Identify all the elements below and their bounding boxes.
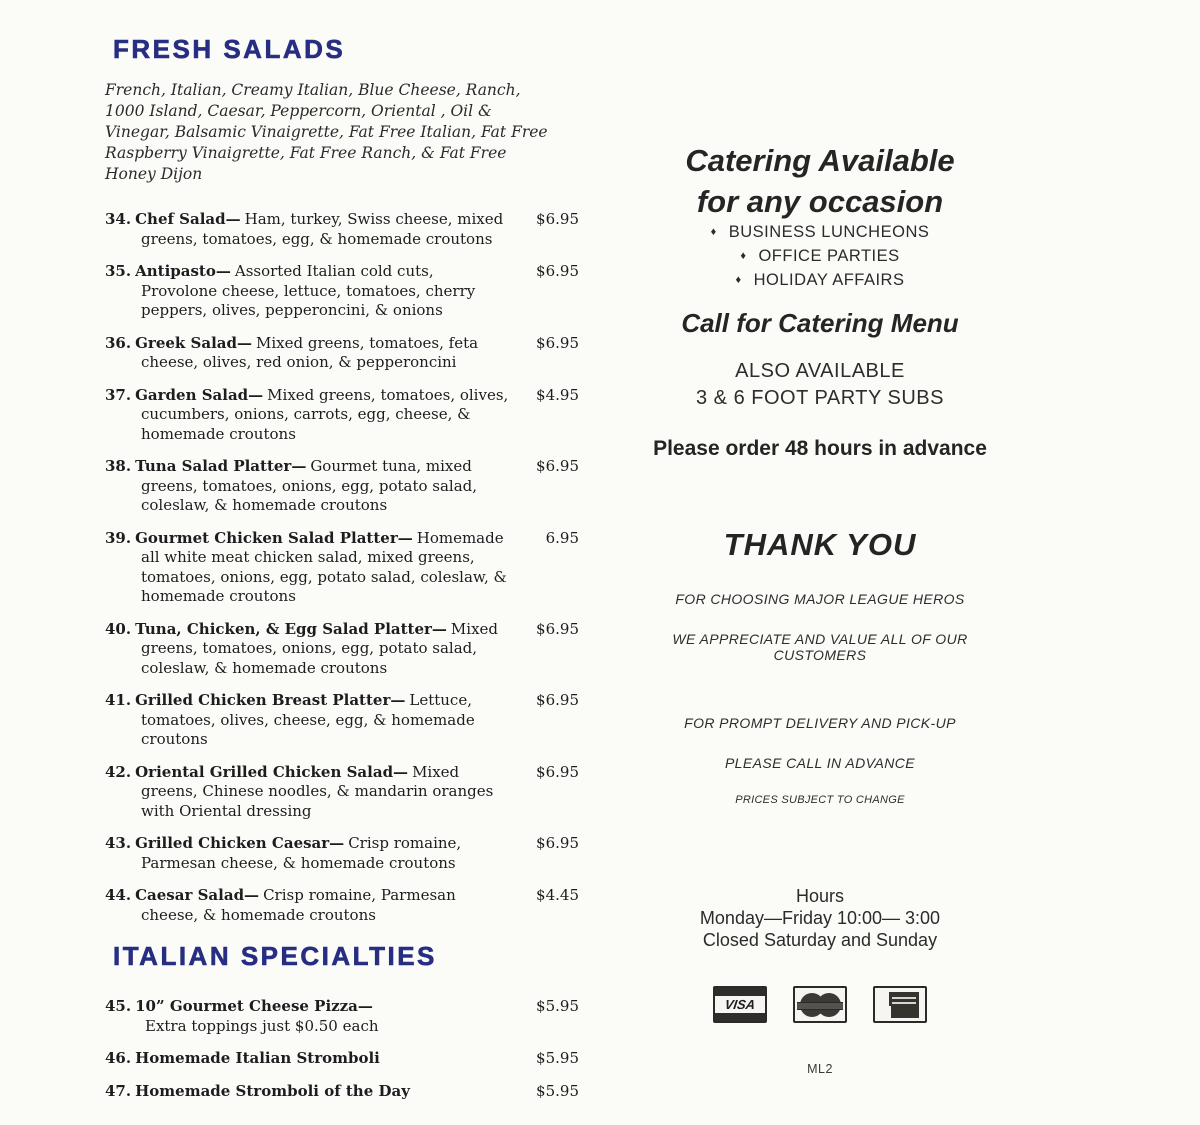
item-name: Homemade Stromboli of the Day [135, 1081, 410, 1100]
item-name: Antipasto— [135, 262, 231, 280]
catering-bullet-item [640, 268, 1000, 292]
catering-bullet-item [640, 244, 1000, 268]
item-name: Grilled Chicken Breast Platter— [135, 691, 406, 709]
item-price: $6.95 [536, 691, 579, 709]
item-number: 42. [105, 762, 132, 781]
menu-item-text [105, 1082, 511, 1102]
menu-item-text [105, 1049, 511, 1069]
item-description: Mixed greens, Chinese noodles, & mandarin oranges with Oriental dressing [141, 762, 494, 820]
item-price: $4.95 [536, 385, 579, 404]
amex-block [889, 992, 919, 1018]
item-number: 35. [105, 262, 132, 280]
item-name: Tuna Salad Platter— [135, 457, 307, 475]
mastercard-icon [793, 986, 847, 1023]
menu-item [105, 1082, 579, 1102]
menu-item [105, 386, 579, 445]
item-description: Gourmet tuna, mixed greens, tomatoes, onions, egg, potato salad, coleslaw, & homemade croutons [141, 457, 478, 514]
item-price: $4.45 [536, 886, 579, 904]
catering-title-line1: Catering Available [685, 143, 955, 178]
catering-title [640, 140, 1000, 222]
item-name: Chef Salad— [135, 210, 241, 228]
item-price: $6.95 [536, 262, 579, 280]
menu-left-column [105, 34, 579, 1114]
menu-item-text [105, 997, 511, 1017]
item-number: 39. [105, 528, 132, 547]
item-number: 45. [105, 997, 132, 1015]
amex-card-icon [873, 986, 927, 1023]
menu-right-column [640, 0, 1000, 1125]
item-name: 10” Gourmet Cheese Pizza— [135, 997, 373, 1015]
item-note: Extra toppings just $0.50 each [145, 1016, 379, 1035]
item-price: 6.95 [545, 528, 579, 547]
item-number: 43. [105, 834, 132, 852]
also-available-block [640, 358, 1000, 412]
visa-card-icon [713, 986, 767, 1023]
menu-item-text [105, 334, 511, 373]
amex-line [892, 997, 916, 999]
catering-bullet-label: OFFICE PARTIES [758, 247, 900, 265]
fresh-salads-heading: FRESH SALADS [113, 34, 346, 64]
item-description: Homemade all white meat chicken salad, mixed greens, tomatoes, onions, egg, potato salad, coleslaw, & homemade croutons [141, 528, 507, 605]
menu-item-text [105, 457, 511, 516]
item-description: Ham, turkey, Swiss cheese, mixed greens, tomatoes, egg, & homemade croutons [141, 210, 504, 248]
item-price: $5.95 [536, 1081, 579, 1100]
also-available-line1: ALSO AVAILABLE [735, 360, 905, 382]
menu-item [105, 691, 579, 750]
menu-item-text [105, 529, 511, 607]
amex-line [892, 1002, 916, 1004]
item-number: 44. [105, 886, 132, 904]
visa-bottom-bar [715, 1013, 765, 1021]
item-price: $6.95 [536, 619, 579, 638]
italian-specialties-items [105, 997, 579, 1101]
item-price: $6.95 [536, 834, 579, 852]
item-name: Greek Salad— [135, 333, 252, 352]
catering-bullet-label: BUSINESS LUNCHEONS [728, 223, 930, 241]
item-number: 38. [105, 457, 132, 475]
prices-subject-notice: PRICES SUBJECT TO CHANGE [735, 794, 905, 806]
menu-item-text [105, 386, 511, 445]
item-description: Crisp romaine, Parmesan cheese, & homemade croutons [141, 886, 456, 924]
item-price: $6.95 [536, 210, 579, 228]
diamond-bullet-icon: ♦ [710, 226, 717, 238]
menu-item-text [105, 262, 511, 321]
catering-bullet-label: HOLIDAY AFFAIRS [753, 271, 905, 289]
catering-bullet-item [640, 220, 1000, 244]
menu-item [105, 834, 579, 873]
italian-specialties-heading: ITALIAN SPECIALTIES [113, 941, 437, 971]
item-number: 47. [105, 1081, 132, 1100]
item-description: Mixed greens, tomatoes, olives, cucumbers, onions, carrots, egg, cheese, & homemade croutons [141, 385, 509, 443]
hours-weekend: Closed Saturday and Sunday [702, 930, 938, 950]
order-advance-notice: Please order 48 hours in advance [653, 437, 987, 460]
menu-item [105, 334, 579, 373]
thank-you-heading: THANK YOU [723, 527, 917, 562]
call-for-catering-line: Call for Catering Menu [681, 308, 959, 338]
hours-weekday: Monday—Friday 10:00— 3:00 [699, 908, 941, 928]
item-description: Mixed greens, tomatoes, onions, egg, potato salad, coleslaw, & homemade croutons [141, 619, 499, 677]
amex-notch [881, 1006, 891, 1018]
hours-title: Hours [795, 886, 844, 906]
menu-item-text [105, 834, 511, 873]
item-price: $6.95 [536, 457, 579, 475]
item-name: Caesar Salad— [135, 886, 260, 904]
menu-item-text [105, 763, 511, 822]
thank-you-line2: WE APPRECIATE AND VALUE ALL OF OUR CUSTOMERS [672, 631, 968, 663]
item-number: 46. [105, 1049, 132, 1067]
item-number: 36. [105, 333, 132, 352]
visa-label: VISA [723, 996, 757, 1012]
visa-top-bar [715, 988, 765, 996]
fresh-salads-items [105, 210, 579, 925]
item-number: 37. [105, 385, 132, 404]
diamond-bullet-icon: ♦ [740, 250, 747, 262]
payment-cards-row [640, 986, 1000, 1023]
item-name: Gourmet Chicken Salad Platter— [135, 528, 413, 547]
menu-item [105, 763, 579, 822]
menu-item [105, 997, 579, 1036]
item-number: 40. [105, 619, 132, 638]
item-description: Lettuce, tomatoes, olives, cheese, egg, & homemade croutons [141, 691, 475, 748]
item-name: Grilled Chicken Caesar— [135, 834, 345, 852]
menu-item [105, 210, 579, 249]
call-in-advance-notice: PLEASE CALL IN ADVANCE [724, 755, 916, 771]
item-number: 41. [105, 691, 132, 709]
menu-item [105, 620, 579, 679]
item-name: Oriental Grilled Chicken Salad— [135, 762, 409, 781]
menu-item [105, 529, 579, 607]
diamond-bullet-icon: ♦ [735, 274, 742, 286]
item-name: Garden Salad— [135, 385, 264, 404]
menu-item-text [105, 210, 511, 249]
menu-item [105, 457, 579, 516]
menu-code: ML2 [807, 1062, 833, 1076]
menu-item [105, 886, 579, 925]
menu-item-text [105, 620, 511, 679]
hours-block [640, 885, 1000, 951]
item-description: Mixed greens, tomatoes, feta cheese, olives, red onion, & pepperoncini [141, 333, 479, 371]
item-number: 34. [105, 210, 132, 228]
item-name: Homemade Italian Stromboli [135, 1049, 380, 1067]
dressings-list: French, Italian, Creamy Italian, Blue Cheese, Ranch, 1000 Island, Caesar, Peppercorn, Oriental , Oil & Vinegar, Balsamic Vinaigrette, Fat Free Italian, Fat Free Raspberry Vinaigrette, Fat Free Ranch, & Fat Free Honey Dijon [105, 81, 548, 183]
item-price: $5.95 [536, 997, 579, 1015]
thank-you-line1: FOR CHOOSING MAJOR LEAGUE HEROS [675, 591, 965, 607]
item-price: $5.95 [536, 1049, 579, 1067]
item-price: $6.95 [536, 333, 579, 352]
menu-item-text [105, 886, 511, 925]
item-name: Tuna, Chicken, & Egg Salad Platter— [135, 619, 447, 638]
delivery-notice: FOR PROMPT DELIVERY AND PICK-UP [684, 715, 956, 731]
item-price: $6.95 [536, 762, 579, 781]
menu-item [105, 1049, 579, 1069]
also-available-line2: 3 & 6 FOOT PARTY SUBS [696, 387, 944, 409]
item-description: Crisp romaine, Parmesan cheese, & homemade croutons [141, 834, 462, 872]
mastercard-band [797, 1002, 843, 1010]
item-description: Assorted Italian cold cuts, Provolone cheese, lettuce, tomatoes, cherry peppers, olives, pepperoncini, & onions [141, 262, 476, 319]
catering-title-line2: for any occasion [696, 184, 944, 219]
catering-bullet-list [640, 220, 1000, 292]
menu-item-text [105, 691, 511, 750]
menu-item [105, 262, 579, 321]
